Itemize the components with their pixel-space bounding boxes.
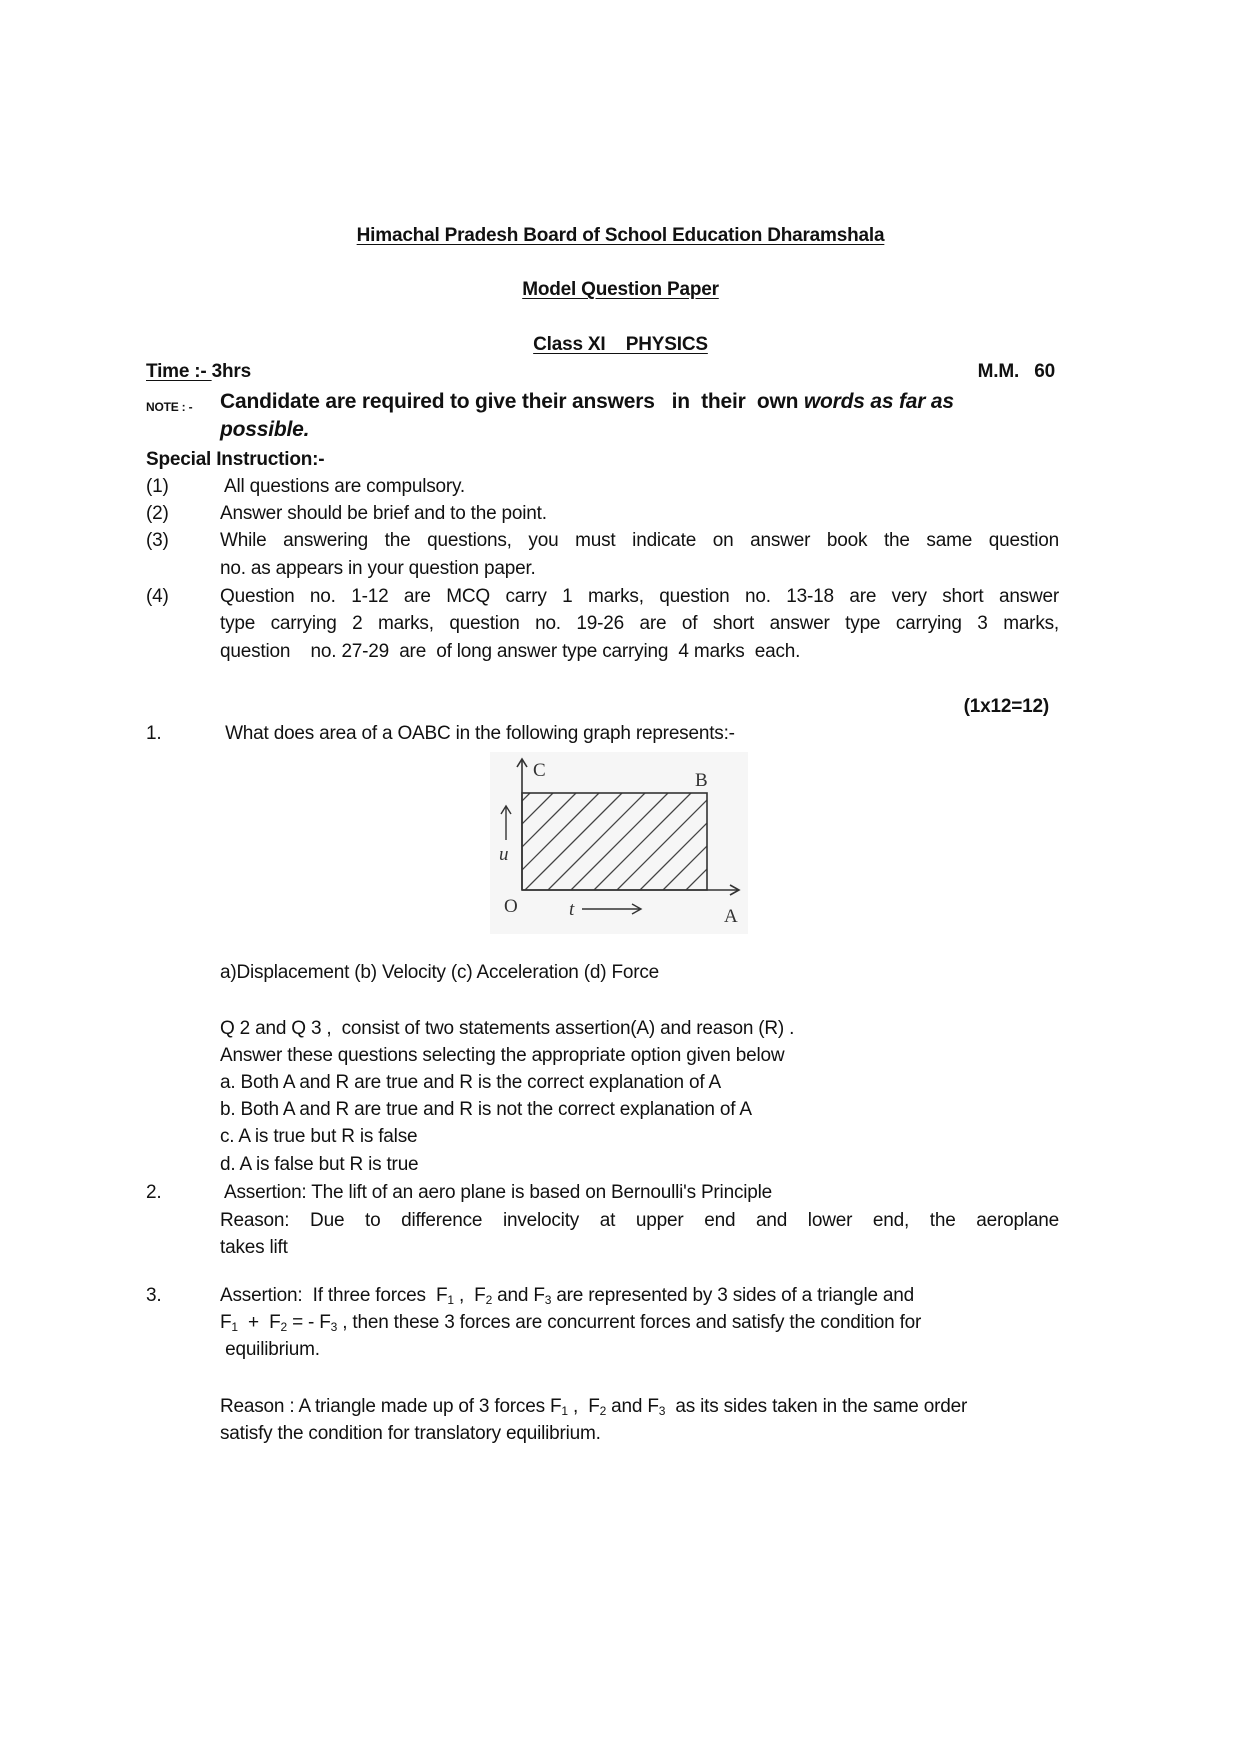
q1-options: a)Displacement (b) Velocity (c) Acceleration (d) Force <box>220 962 660 983</box>
q2-assertion: Assertion: The lift of an aero plane is based on Bernoulli's Principle <box>220 1182 773 1203</box>
q2-reason-cont: takes lift <box>220 1237 288 1258</box>
text-span: = - F <box>287 1312 331 1333</box>
text-span: and F <box>492 1285 545 1306</box>
special-instruction-heading: Special Instruction:- <box>146 449 325 470</box>
subscript: 3 <box>658 1404 666 1418</box>
q3-assertion-line3: equilibrium. <box>220 1339 320 1360</box>
note-text <box>220 390 954 414</box>
text-span: , F <box>453 1285 486 1306</box>
question-number: 3. <box>146 1285 162 1306</box>
subscript: 2 <box>599 1404 607 1418</box>
max-marks: M.M. 60 <box>977 361 1055 382</box>
hatch-lines <box>490 793 748 890</box>
text-span: Reason : A triangle made up of 3 forces F <box>220 1396 562 1417</box>
ar-option: d. A is false but R is true <box>220 1154 419 1175</box>
label-c: C <box>533 760 546 781</box>
class-subject-text: Class XI PHYSICS <box>533 334 708 355</box>
text-span: are represented by 3 sides of a triangle and <box>551 1285 915 1306</box>
note-text-bold: Candidate are required to give their answers in their own <box>220 390 804 413</box>
ar-intro-line: Q 2 and Q 3 , consist of two statements assertion(A) and reason (R) . <box>220 1018 795 1039</box>
label-t: t <box>569 899 575 920</box>
instruction-text: Answer should be brief and to the point. <box>220 503 547 524</box>
question-text: What does area of a OABC in the following graph represents:- <box>220 723 735 744</box>
subscript: 3 <box>330 1320 338 1334</box>
label-a: A <box>724 906 738 927</box>
question-number: 1. <box>146 723 162 744</box>
text-span: and F <box>606 1396 659 1417</box>
q3-reason-line2: satisfy the condition for translatory equilibrium. <box>220 1423 601 1444</box>
subscript: 2 <box>280 1320 287 1334</box>
text-span: + F <box>237 1312 281 1333</box>
ar-intro-line: Answer these questions selecting the appropriate option given below <box>220 1045 785 1066</box>
note-text-italic: words as far as <box>803 390 954 413</box>
ar-option: c. A is true but R is false <box>220 1126 418 1147</box>
time-label: Time :- <box>146 361 212 382</box>
instruction-num: (2) <box>146 503 169 524</box>
class-subject <box>0 333 1241 357</box>
text-span: F <box>220 1312 232 1333</box>
instruction-text: Question no. 1-12 are MCQ carry 1 marks, question no. 13-18 are very short answer <box>220 586 1059 607</box>
q2-reason: Reason: Due to difference invelocity at upper end and lower end, the aeroplane <box>220 1210 1059 1231</box>
ar-option: a. Both A and R are true and R is the correct explanation of A <box>220 1072 721 1093</box>
text-span: as its sides taken in the same order <box>665 1396 968 1417</box>
instruction-num: (1) <box>146 476 169 497</box>
label-u: u <box>499 844 509 865</box>
time-line <box>146 360 251 384</box>
q3-reason-line1 <box>220 1395 967 1419</box>
instruction-text: no. as appears in your question paper. <box>220 558 536 579</box>
note-label: NOTE : - <box>146 400 193 414</box>
instruction-text: While answering the questions, you must indicate on answer book the same question <box>220 530 1059 551</box>
time-value: 3hrs <box>211 361 251 382</box>
instruction-num: (4) <box>146 586 169 607</box>
question-number: 2. <box>146 1182 162 1203</box>
q3-assertion-line1 <box>220 1284 914 1308</box>
label-b: B <box>695 770 708 791</box>
note-text-line2 <box>220 418 309 442</box>
q3-assertion-line2 <box>220 1311 921 1335</box>
instruction-text: question no. 27-29 are of long answer type carrying 4 marks each. <box>220 641 801 662</box>
paper-type <box>0 278 1241 302</box>
subscript: 1 <box>447 1293 454 1307</box>
board-title <box>0 224 1241 248</box>
subscript: 1 <box>231 1320 238 1334</box>
instruction-text: All questions are compulsory. <box>220 476 465 497</box>
text-span: , F <box>567 1396 600 1417</box>
graph-svg <box>490 752 748 934</box>
label-o: O <box>504 896 518 917</box>
subscript: 2 <box>485 1293 493 1307</box>
subscript: 1 <box>561 1404 568 1418</box>
velocity-time-graph <box>490 752 748 934</box>
text-span: , then these 3 forces are concurrent forces and satisfy the condition for <box>337 1312 922 1333</box>
paper-type-text: Model Question Paper <box>522 279 719 300</box>
board-title-text: Himachal Pradesh Board of School Education Dharamshala <box>356 225 885 246</box>
ar-option: b. Both A and R are true and R is not the correct explanation of A <box>220 1099 752 1120</box>
subscript: 3 <box>544 1293 552 1307</box>
text-span: Assertion: If three forces F <box>220 1285 448 1306</box>
note-text-italic-2: possible. <box>220 418 310 441</box>
instruction-text: type carrying 2 marks, question no. 19-26 are of short answer type carrying 3 marks, <box>220 613 1059 634</box>
instruction-num: (3) <box>146 530 169 551</box>
section-marks: (1x12=12) <box>963 696 1049 717</box>
